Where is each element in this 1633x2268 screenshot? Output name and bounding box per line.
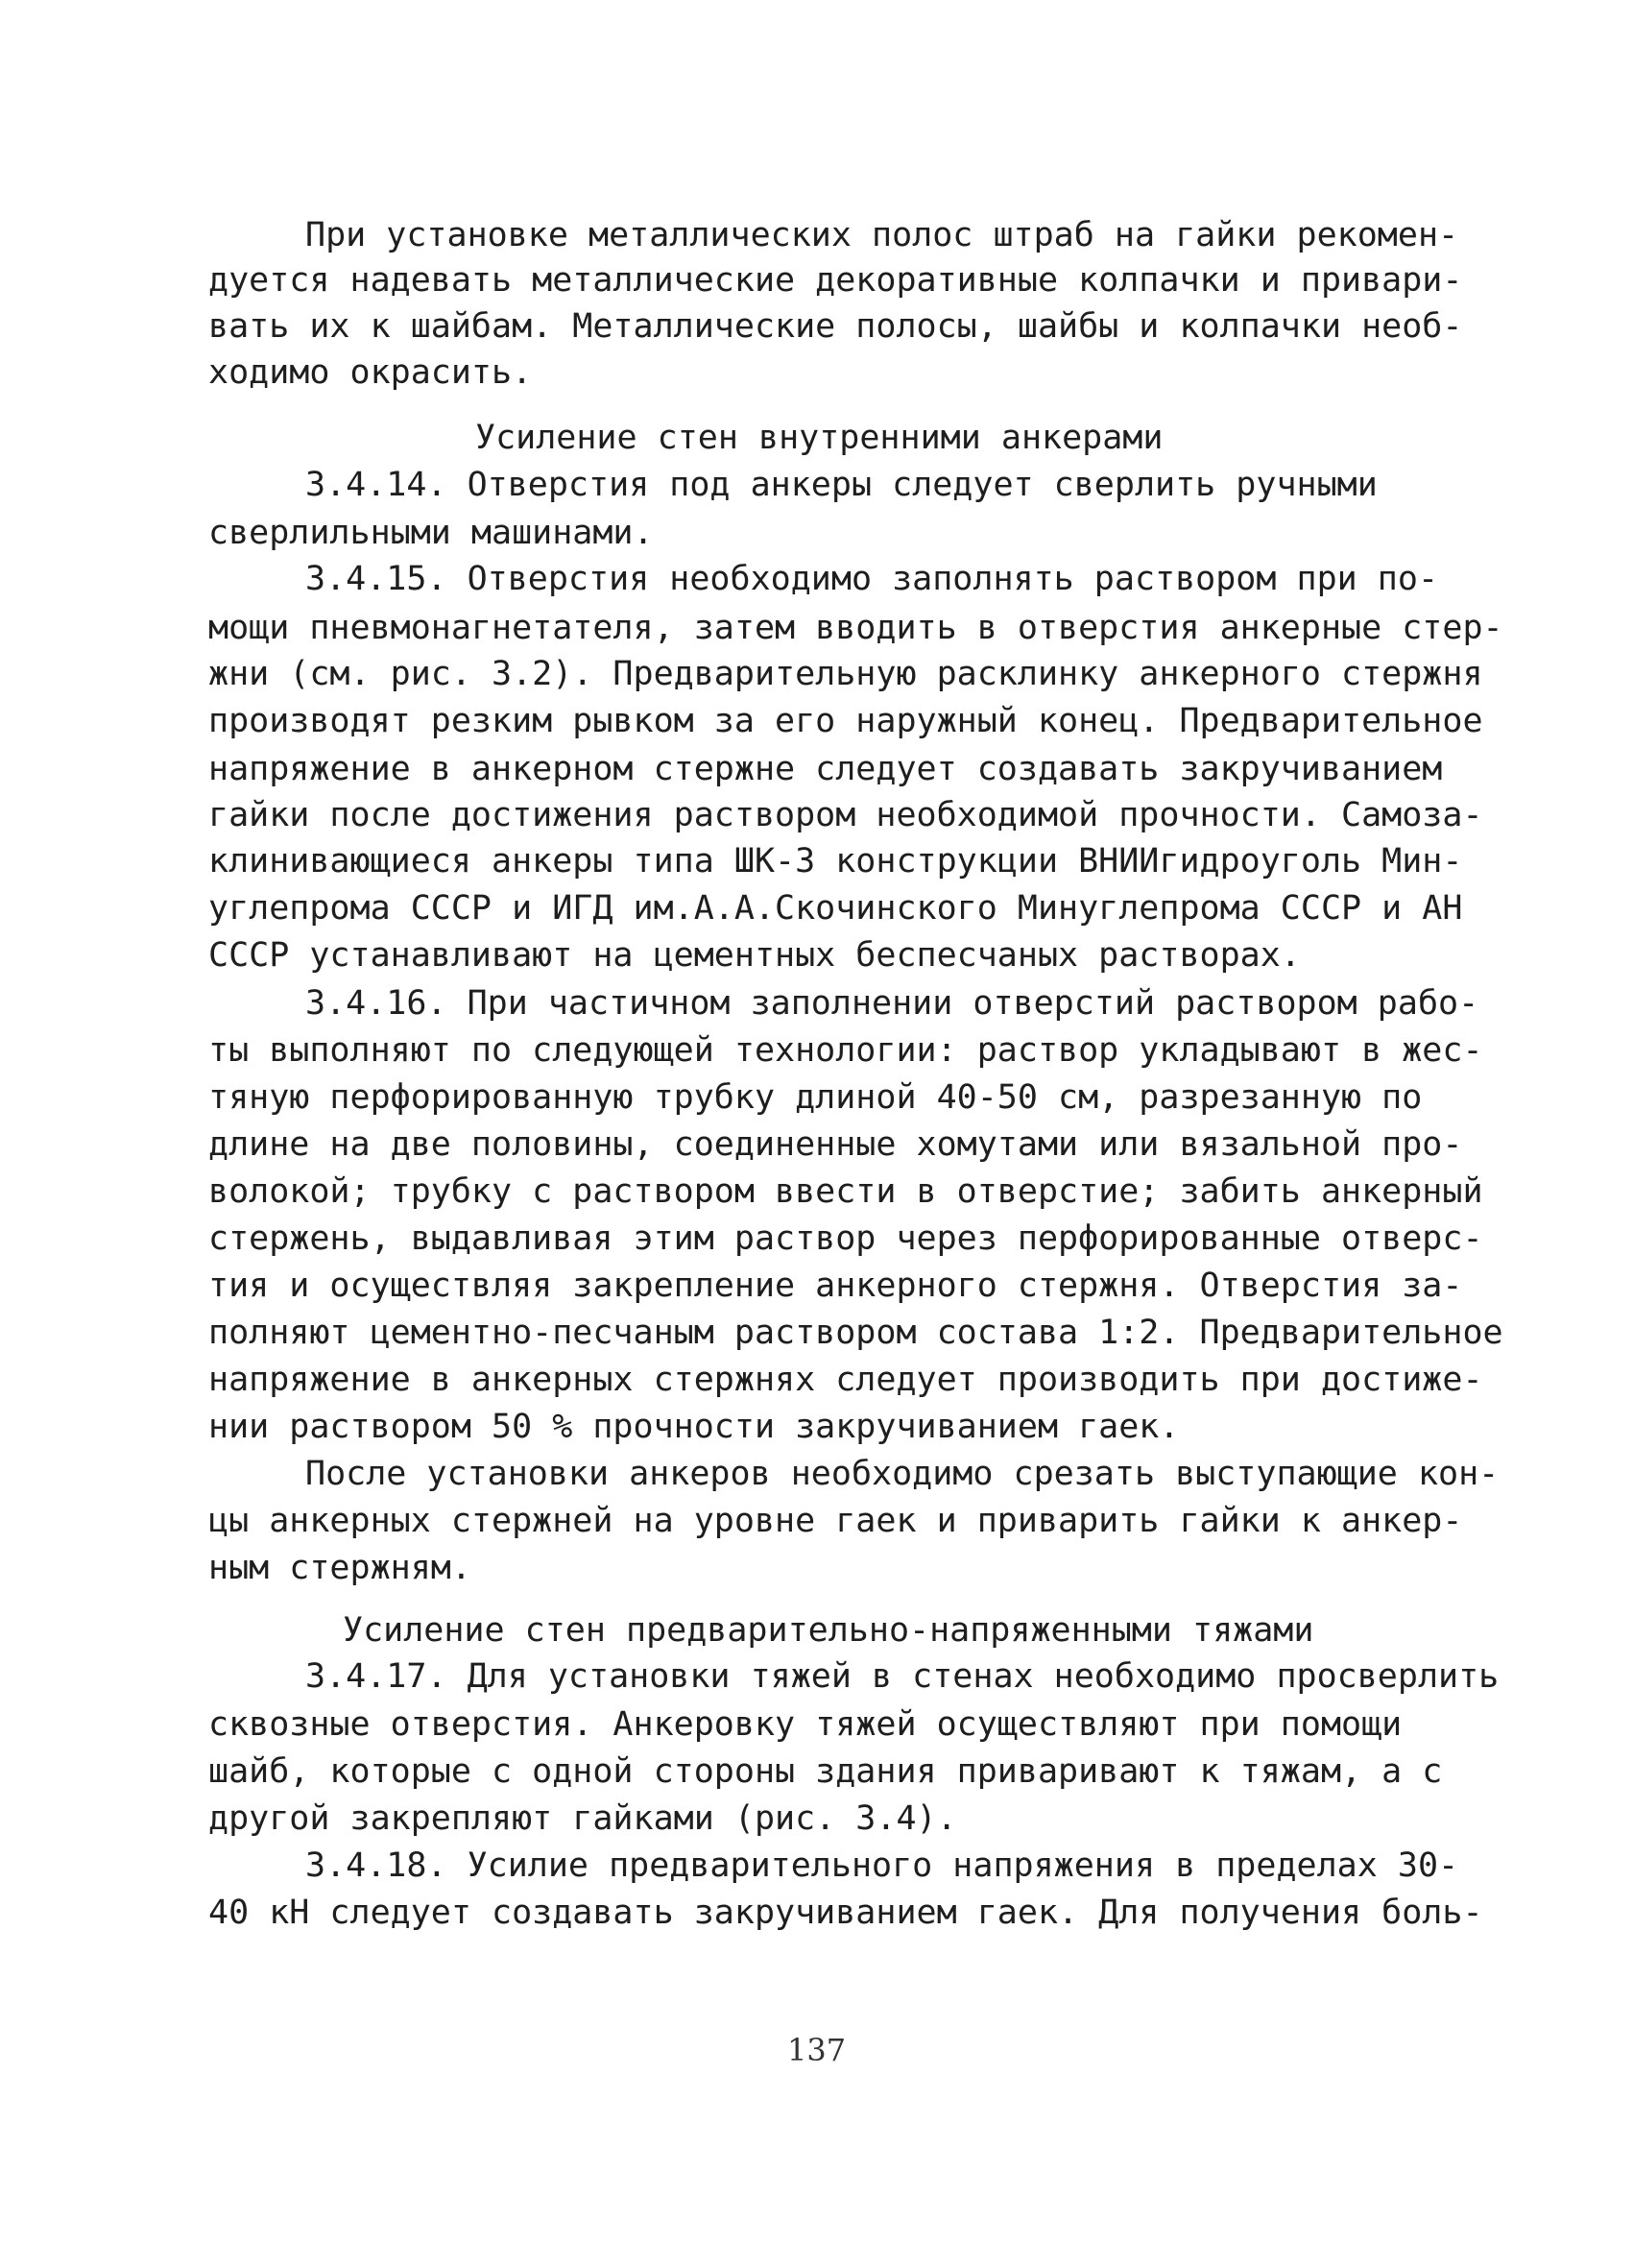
text-line: ходимо окрасить. [208,353,533,392]
text-line: 40 кН следует создавать закручиванием гаек. Для получения боль- [208,1894,1483,1932]
text-line: СССР устанавливают на цементных беспесчаных растворах. [208,936,1301,975]
text-line: мощи пневмонагнетателя, затем вводить в отверстия анкерные стер- [208,609,1503,647]
text-line: сквозные отверстия. Анкеровку тяжей осуществляют при помощи [208,1705,1403,1744]
text-line: сверлильными машинами. [208,514,654,552]
text-line: шайб, которые с одной стороны здания приваривают к тяжам, а с [208,1752,1443,1791]
text-line: длине на две половины, соединенные хомутами или вязальной про- [208,1125,1463,1164]
text-line: цы анкерных стержней на уровне гаек и приварить гайки к анкер- [208,1502,1463,1540]
text-line: клинивающиеся анкеры типа ШК-3 конструкции ВНИИгидроуголь Мин- [208,842,1463,881]
text-line: 3.4.16. При частичном заполнении отверстий раствором рабо- [305,984,1479,1023]
text-line: стержень, выдавливая этим раствор через перфорированные отверс- [208,1219,1483,1258]
text-line: После установки анкеров необходимо срезать выступающие кон- [305,1455,1500,1493]
text-line: При установке металлических полос штраб на гайки рекомен- [305,216,1459,254]
text-line: ным стержням. [208,1549,471,1587]
text-line: 3.4.14. Отверстия под анкеры следует сверлить ручными [305,466,1378,504]
text-line: тяную перфорированную трубку длиной 40-50 см, разрезанную по [208,1078,1423,1117]
text-line: тия и осуществляя закрепление анкерного стержня. Отверстия за- [208,1267,1463,1305]
text-line: волокой; трубку с раствором ввести в отверстие; забить анкерный [208,1172,1483,1211]
text-line: ты выполняют по следующей технологии: раствор укладывают в жес- [208,1031,1483,1070]
text-line: нии раствором 50 % прочности закручиванием гаек. [208,1408,1180,1446]
text-line: вать их к шайбам. Металлические полосы, шайбы и колпачки необ- [208,307,1463,346]
text-line: жни (см. рис. 3.2). Предварительную расклинку анкерного стержня [208,655,1483,693]
text-line: углепрома СССР и ИГД им.А.А.Скочинского Минуглепрома СССР и АН [208,889,1463,928]
text-line: полняют цементно-песчаным раствором состава 1:2. Предварительное [208,1314,1503,1352]
text-line: напряжение в анкерных стержнях следует производить при достиже- [208,1361,1483,1399]
section-heading: Усиление стен предварительно-напряженными тяжами [343,1611,1314,1650]
text-line: производят резким рывком за его наружный конец. Предварительное [208,702,1483,740]
text-line: другой закрепляют гайками (рис. 3.4). [208,1799,957,1838]
text-line: 3.4.17. Для установки тяжей в стенах необходимо просверлить [305,1657,1500,1696]
text-line: 3.4.15. Отверстия необходимо заполнять раствором при по- [305,560,1439,598]
text-line: 3.4.18. Усилие предварительного напряжения в пределах 30- [305,1846,1459,1885]
text-line: дуется надевать металлические декоративные колпачки и привари- [208,261,1463,300]
text-line: напряжение в анкерном стержне следует создавать закручиванием [208,750,1443,788]
text-line: гайки после достижения раствором необходимой прочности. Самоза- [208,796,1483,834]
page-number: 137 [787,2032,847,2068]
section-heading: Усиление стен внутренними анкерами [475,419,1164,457]
